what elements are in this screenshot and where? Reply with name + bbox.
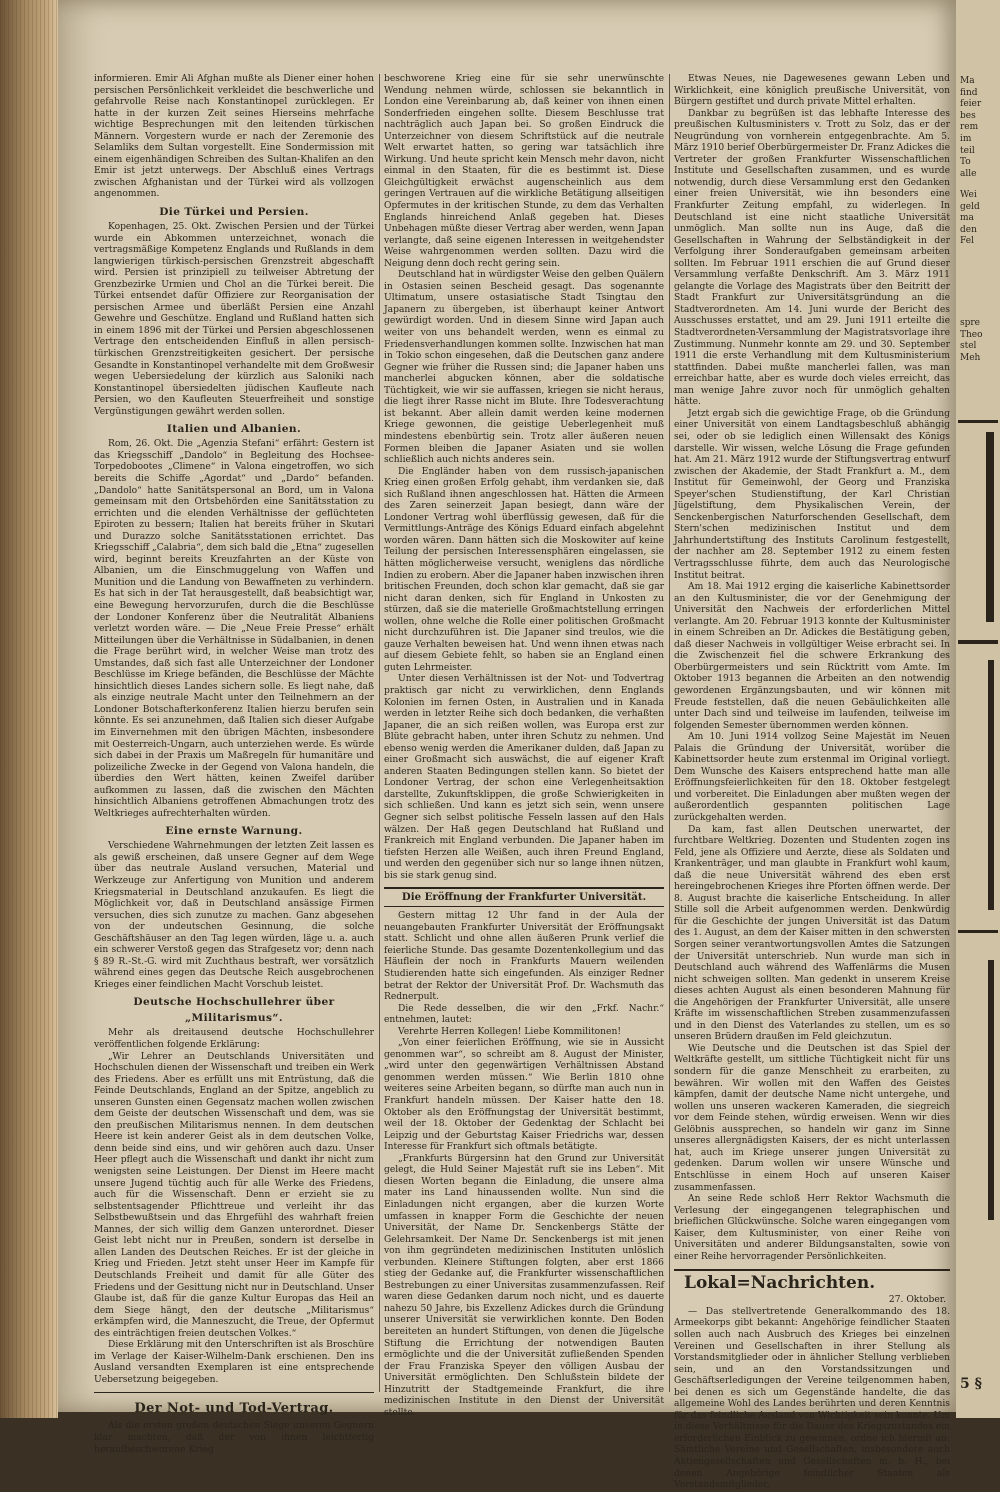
article-hochschul-quote: „Wir Lehrer an Deutschlands Universitäten und Hochschulen dienen der Wissenschaft und treiben ein Werk des Friedens. Aber es erfüllt uns mit Entrüstung, daß die Feinde Deutschlands, England an der Spitze, angeblich zu unseren Gunsten einen Gegensatz machen wollen zwischen dem Geiste der deutschen Wissenschaft und dem, was sie den preußischen Militarismus nennen. In dem deutschen Heere ist kein anderer Geist als in dem deutschen Volke, denn beide sind eins, und wir gehören auch dazu. Unser Heer pflegt auch die Wissenschaft und dankt ihr nicht zum wenigsten seine Leistungen. Der Dienst im Heere macht unsere Jugend tüchtig auch für alle Werke des Friedens, auch für die Wissenschaft. Denn er erzieht sie zu selbstentsagender Pflichttreue und verleiht ihr das Selbstbewußtsein und das Ehrgefühl des wahrhaft freien Mannes, der sich willig dem Ganzen unterordnet. Dieser Geist lebt nicht nur in Preußen, sondern ist derselbe in allen Landen des Deutschen Reiches. Er ist der gleiche in Krieg und Frieden. Jetzt steht unser Heer im Kampfe für Deutschlands Freiheit und damit für alle Güter des Friedens und der Gesittung nicht nur in Deutschland. Unser Glaube ist, daß für die ganze Kultur Europas das Heil an dem Siege hängt, den der deutsche „Militarismus“ erkämpfen wird, die Manneszucht, die Treue, der Opfermut des einträchtigen freien deutschen Volkes.“ [94,1051,374,1339]
article-hochschul-intro: Mehr als dreitausend deutsche Hochschullehrer veröffentlichen folgende Erklärung: [94,1028,374,1051]
article-eroeffnung-speech-2: „Frankfurts Bürgersinn hat den Grund zur Universität gelegt, die Huld Seiner Majestät ruft sie ins Leben“. Mit diesen Worten begann die Einladung, die unsere alma mater ins Land hinaussenden wollte. Nun sind die Einladungen nicht ergangen, aber die kurzen Worte umfassen in knapper Form die Geschichte der neuen Universität, der Name Dr. Senckenbergs Stätte der Gelehrsamkeit. Der Name Dr. Senckenbergs ist mit jenen von ihm gegründeten medizinischen Instituten unlöslich verbunden. Kleinere Stiftungen folgten, aber erst 1866 stieg der Gedanke auf, die Frankfurter wissenschaftlichen Bestrebungen zu einer Universitas zusammenzufassen. Reif waren diese Gedanken darum noch nicht, und es dauerte nahezu 50 Jahre, bis Exzellenz Adickes durch die Gründung unserer Universität sie verwirklichen konnte. Den Boden bereiteten an hundert Stiftungen, von denen die Jügelsche Stiftung die Errichtung der notwendigen Bauten ermöglichte und die der Universität zufließenden Spenden der Frau Franziska Speyer den völligen Ausbau der Universität ermöglichten. Den Schlußstein bildete der Hinzutritt der Stadtgemeinde Frankfurt, die ihre medizinischen Institute in den Dienst der Universität stellte. [384,1153,664,1418]
book-spine-edge [0,0,58,1418]
article-notvertrag-paragraph-2: Deutschland hat in würdigster Weise den gelben Quälern in Ostasien seinen Bescheid gesagt. Das sogenannte Ultimatum, unsere ostasiatische Stadt Tsingtau den Japanern zu übergeben, ist überhaupt keiner Antwort gewürdigt worden. Und in diesem Sinne wird Japan auch weiter von uns behandelt werden, wenn es einmal zu Friedensverhandlungen kommen sollte. Inzwischen hat man in Tokio schon eingesehen, daß die Deutschen ganz andere Gegner wie früher die Russen sind; die Japaner haben uns mancherlei abgucken können, aber die soldatische Tüchtigkeit, wie wir sie auffassen, kriegen sie nicht heraus, die liegt ihrer Rasse nicht im Blute. Ihre Todesverachtung ist bekannt. Aber allein damit werden keine modernen Kriege gewonnen, die geistige Ueberlegenheit muß mindestens ebenbürtig sein. Trotz aller äußeren neuen Formen bleiben die Japaner Asiaten und sie wollen schließlich auch nichts anderes sein. [384,270,664,466]
lokal-article-body: — Das stellvertretende Generalkommando des 18. Armeekorps gibt bekannt: Angehörige feindlicher Staaten sollen auch nach Ausbruch des Krieges bei einzelnen Vereinen und Gesellschaften in ihrer Stellung als Vorstandsmitglieder oder in ähnlicher Stellung verblieben sein, und an den Vorstandssitzungen und Geschäftserledigungen der Vereine teilgenommen haben, bei denen es sich um Gegenstände handelte, die das allgemeine Wohl des Landes berührten und deren Kenntnis für das feindliche Ausland von Wichtigkeit sein konnte. Um in diese Verhältnisse für die Dauer des Kriegszustandes ein erforderlichen Einblick zu gewinnen, ordne ich hiermit an: Sämtliche Vereine und Gesellschaften, insbesondere auch Aktiengesellschaften und Gesellschaften m. b. H., bei denen Angehörige feindlicher Staaten als Vorstandsmitglieder, [674,1306,950,1491]
article-eroeffnung-intro-speech: Die Rede desselben, die wir den „Frkf. Nachr.“ entnehmen, lautet: [384,1003,664,1026]
article-eroeffnung-speech-7: Am 10. Juni 1914 vollzog Seine Majestät im Neuen Palais die Gründung der Universität, worüber die Kabinettsorder heute zum erstenmal im Original vorliegt. Dem Wunsche des Kaisers entsprechend hatte man alle Eröffnungsfeierlichkeiten für den 18. Oktober festgelegt und vorbereitet. Die Einladungen aber mußten wegen der außerordentlich gespannten politischen Lage zurückgehalten werden. [674,732,950,823]
heading-ernste-warnung: Eine ernste Warnung. [165,825,303,838]
article-notvertrag-paragraph-3: Die Engländer haben von dem russisch-japanischen Krieg einen großen Erfolg gehabt, ihm verdanken sie, daß sich Rußland ihnen angeschlossen hat. Hätten die Armeen des Zaren seinerzeit Japan besiegt, dann wäre der Londoner Vertrag wohl überflüssig gewesen, daß für die Vermittlungs-Anträge des Königs Eduard einfach abgelehnt worden wären. Dann hätten sich die Moskowiter auf keine Teilung der persischen Interessensphären eingelassen, sie hätten möglicherweise versucht, weniglens das nördliche Indien zu erobern. Aber die Japaner haben inzwischen ihren britischen Freunden, doch schon klar gemacht, daß sie gar nicht daran denken, sich für England in Unkosten zu stürzen, daß sie die materielle Großmachtstellung erringen wollen, ohne welche die Rolle einer politischen Großmacht nicht durchzuführen ist. Die Japaner sind treulos, wie die gauze Verhalten beweisen hat. Und wenn ihnen etwas nach auf diesem Gebiete fehlt, so haben sie an England einen guten Lehrmeister. [384,466,664,673]
section-divider [94,1392,374,1393]
article-notvertrag-continued: beschworene Krieg eine für sie sehr unerwünschte Wendung nehmen würde, schlossen sie bekanntlich in London eine Vereinbarung ab, daß keiner von ihnen einen Sonderfrieden eingehen sollte. Diesem Beschlusse trat nachträglich auch Japan bei. So großen Eindruck die Unterzeichner von diesem Schriftstück auf die neutrale Welt erwartet hatten, so gering war tatsächlich ihre Wirkung. Und heute spricht kein Mensch mehr davon, nicht einmal in den Staaten, für die es bestimmt ist. Diese Gleichgültigkeit erwächst augenscheinlich aus dem geringen Vertrauen auf die wirkliche Betätigung allseitigen Opfermutes in der kritischen Stunde, zu dem das Verhalten Englands hinreichend Anlaß gegeben hat. Dieses Unbehagen müßte dieser Vertrag aber werden, wenn Japan verlangte, daß seine eigenen Interessen in weitgehendster Weise wahrgenommen werden sollten. Dazu wird die Neigung denn doch recht gering sein. [384,74,664,269]
article-notvertrag-body: Als die ersten großen deutschen Siege unseren Gegnern klar machten, daß der von ihnen leichtfertig heraufbeschworene Krieg [94,1421,374,1455]
article-eroeffnung-speech-3: Etwas Neues, nie Dagewesenes gewann Leben und Wirklichkeit, eine königlich preußische Universität, von Bürgern gestiftet und durch private Mittel erhalten. [674,74,950,108]
lokal-dateline: 27. Oktober. [888,1295,946,1306]
article-eroeffnung-salutation: Verehrte Herren Kollegen! Liebe Kommilitonen! [398,1026,621,1037]
heading-not-tod-vertrag: Der Not- und Tod-Vertrag. [134,1401,334,1417]
column-rule-1 [379,74,380,1392]
article-eroeffnung-speech-9: Wie Deutsche und die Deutschen ist das Spiel der Weltkräfte gestellt, um sittliche Tüchtigkeit nicht für uns sondern für die ganze Menschheit zu erarbeiten, zu bewähren. Wir wollen mit den Waffen des Geistes kämpfen, damit der deutsche Name nicht untergehe, und wollen uns unseren wackeren Kameraden, die siegreich vor dem Feinde stehen, würdig erweisen. Wenn wir dies Gelöbnis aussprechen, so handeln wir ganz im Sinne unseres allergnädigsten Kaisers, der es nicht unterlassen hat, auch im Kriege unserer jungen Universität zu gedenken. Darum wollen wir unsere Wünsche und Entschlüsse in einem Hoch auf unseren Kaiser zusammenfassen. [674,1043,950,1193]
adjacent-page-strip [956,0,1000,1418]
newspaper-page [58,0,956,1491]
article-eroeffnung-speech-6: Am 18. Mai 1912 erging die kaiserliche Kabinettsorder an den Kultusminister, die vor der Genehmigung der Universität den Nachweis der erforderlichen Mittel verlangte. Am 20. Februar 1913 konnte der Kultusminister in einem Schreiben an Dr. Adickes die Bestätigung geben, daß dieser Nachweis in vollgültiger Weise erbracht sei. In die Zwischenzeit fiel die schwere Erkrankung des Oberbürgermeisters und sein Rücktritt vom Amte. Im Oktober 1913 begannen die Arbeiten an den notwendig gewordenen Ergänzungsbauten, und wir können mit Freude feststellen, daß die neuen Gebäulichkeiten alle unter Dach sind und teilweise im laufenden, teilweise im folgenden Semester übernommen werden können. [674,582,950,731]
adjacent-page-rule [958,420,998,423]
adjacent-page-ad-border [986,432,994,622]
article-eroeffnung-speech-1: „Von einer feierlichen Eröffnung, wie sie in Aussicht genommen war“, so schreibt am 8. August der Minister, „wird unter den gegenwärtigen Verhältnissen Abstand genommen werden müssen.“ Wie Berlin 1810 ohne weiteres seine Arbeiten begann, so dürfte man auch nun in Frankfurt handeln müssen. Der Kaiser hatte den 18. Oktober als den Eröffnungstag der Universität bestimmt, weil der 18. Oktober der Gedenktag der Schlacht bei Leipzig und der Geburtstag Kaiser Friedrichs war, dessen Interesse für Frankfurt sich oftmals betätigte. [384,1038,664,1153]
article-intro-paragraph: informieren. Emir Ali Afghan mußte als Diener einer hohen persischen Persönlichkeit verkleidet die beschwerliche und gefahrvolle Reise nach Konstantinopel zurücklegen. Er hatte in der kurzen Zeit seines Hierseins mehrfache wichtige Besprechungen mit den leitenden türkischen Männern. Vorgestern wurde er nach der Zeremonie des Selamliks dem Sultan vorgestellt. Eine Sondermission mit einem eigenhändigen Schreiben des Sultan-Khalifen an den Emir ist jetzt unterwegs. Der Abschluß eines Vertrags zwischen Afghanistan und der Türkei wird als vollzogen angenommen. [94,74,374,200]
heading-hochschullehrer: Deutsche Hochschullehrer über „Militarismus“. [133,996,335,1025]
adjacent-page-text-1: Ma find feier bes rem im teil To alle [960,76,982,179]
column-3 [674,74,950,1491]
column-2 [384,74,664,1418]
heading-tuerkei-persien: Die Türkei und Persien. [159,206,309,219]
adjacent-page-text-3: spre Theo stel Meh [960,318,983,363]
article-eroeffnung-lead: Gestern mittag 12 Uhr fand in der Aula der neuangebauten Frankfurter Universität der Eröffnungsakt statt. Schlicht und ohne allen äußeren Prunk verlief die feierliche Stunde. Das gesamte Dozentenkollegium und das Häuflein der noch in Frankfurts Mauern weilenden Studierenden hatte sich eingefunden. Als einziger Redner betrat der Rektor der Universität Prof. Dr. Wachsmuth das Rednerpult. [384,911,664,1003]
adjacent-page-number: 5 § [960,1376,982,1392]
heading-italien-albanien: Italien und Albanien. [166,423,302,436]
article-eroeffnung-speech-8: Da kam, fast allen Deutschen unerwartet, der furchtbare Weltkrieg. Dozenten und Studenten zogen ins Feld, jene als Offiziere und Aerzte, diese als Soldaten und Krankenträger, und man glaubte in Frankfurt wohl kaum, daß die neue Universität während des eben erst hereingebrochenen Krieges ihre Pforten öffnen werde. Der 8. August brachte die kaiserliche Entscheidung. In aller Stille soll die Arbeit aufgenommen werden. Denkwürdig für die Geschichte der jungen Universität ist das Datum des 1. August, an dem der Kaiser mitten in den schwersten Sorgen seiner verantwortungsvollen Amtes die Satzungen der Universität unterschrieb. Nun wurde man sich in Deutschland auch während des Waffenlärms die Musen nicht schweigen sollten. Man gedenkt in unserem Kreise dieses achten August als einen besonderen Mahnung für die Angehörigen der Frankfurter Universität, alle unsere Kräfte im wissenschaftlichen Streben zusammenzufassen und in den Dienst des Vaterlandes zu stellen, um es so unseren Brüdern draußen im Feld gleichzutun. [674,824,950,1043]
article-eroeffnung-closing: An seine Rede schloß Herr Rektor Wachsmuth die Verlesung der eingegangenen telegraphischen und brieflichen Glückwünsche. Solche waren eingegangen vom Kaiser, dem Kultusminister, von einer Reihe von Universitäten und anderer Bildungsanstalten, sowie von einer Reihe hervorragender Persönlichkeiten. [674,1194,950,1262]
article-warnung-body: Verschiedene Wahrnehmungen der letzten Zeit lassen es als gewiß erscheinen, daß unsere Gegner auf dem Wege über das neutrale Ausland versuchen, Material und Werkzeuge zur Anfertigung von Munition und anderem Kriegsmaterial in Deutschland anzukaufen. Es liegt die Möglichkeit vor, daß in Deutschland ansässige Firmen versuchen, dies sich zunutze zu machen. Ganz abgesehen von der undeutschen Gesinnung, die solche Geschäftshäuser an den Tag legen würden, läge u. a. auch ein schwerer Verstoß gegen das Strafgesetz vor; denn nach § 89 R.-St.-G. wird mit Zuchthaus bestraft, wer vorsätzlich während eines gegen das Deutsche Reich ausgebrochenen Krieges einer feindlichen Macht Vorschub leistet. [94,841,374,990]
heading-eroeffnung-universitaet: Die Eröffnung der Frankfurter Universität. [384,887,664,907]
article-notvertrag-paragraph-4: Unter diesen Verhältnissen ist der Not- und Todvertrag praktisch gar nicht zu verwirklichen, denn Englands Kolonien im fernen Osten, in Australien und in Kanada werden in letzter Reihe sich doch bedanken, die verhaßten Japaner, die an sich reißen wollen, was Europa erst zur Blüte gebracht haben, unter ihren Schutz zu nehmen. Und ebenso wenig werden die Amerikaner dulden, daß Japan zu einer Großmacht sich auswächst, die auf eigener Kraft anderen Staaten Bedingungen stellen kann. So bietet der Londoner Vertrag, der schon eine Verlegenheitsaktion darstellte, Zukunftsklippen, die große Schwierigkeiten in sich schließen. Und kann es jetzt sich sein, wenn unsere Gegner sich selbst politische Fesseln lassen auf den Hals wälzen. Der Haß gegen Deutschland hat Rußland und Frankreich mit England verbunden. Die Japaner haben im tiefsten Herzen alle Weißen, auch ihren Freund England, und werden den gegenüber sich nur so lange ihnen nützen, bis sie stark genug sind. [384,674,664,881]
adjacent-page-rule [958,930,998,933]
article-eroeffnung-speech-5: Jetzt ergab sich die gewichtige Frage, ob die Gründung einer Universität von einem Landtagsbeschluß abhängig sei, oder ob sie lediglich einen Willensakt des Königs darstelle. Wir wissen, welche Lösung die Frage gefunden hat. Am 21. März 1912 wurde der Stiftungsvertrag entwurf zwischen der Akademie, der Stadt Frankfurt a. M., dem Institut für Gemeinwohl, der Georg und Franziska Speyer'schen Studienstiftung, der Karl Christian Jügelstiftung, dem Physikalischen Verein, der Senckenbergischen Naturforschenden Gesellschaft, dem Stern'schen medizinischen Institut und dem Jahrhundertstiftung des Instituts Carolinum festgestellt, der nachher am 28. September 1912 zu einem festen Vertragsschlusse führte, dem auch das Neurologische Institut beitrat. [674,408,950,581]
article-persien-body: Kopenhagen, 25. Okt. Zwischen Persien und der Türkei wurde ein Abkommen unterzeichnet, wonach die vertragsmäßige Kompetenz Englands und Rußlands in dem langwierigen türkisch-persischen Grenzstreit abgeschafft wird. Persien ist prinzipiell zu teilweiser Abtretung der Grenzbezirke Urmien und Chol an die Türkei bereit. Die Türkei entsendet dafür Offiziere zur Reorganisation der persischen Armee und überläßt Persien eine Anzahl Gewehre und Geschütze. England und Rußland hatten sich in einem 1896 mit der Türkei und Persien abgeschlossenen Vertrage den entscheidenden Einfluß in allen persisch-türkischen Grenzstreitigkeiten gesichert. Der persische Gesandte in Konstantinopel verhandelte mit dem Großwesir wegen Uebersiedelung der kürzlich aus Saloniki nach Konstantinopel übersiedelten jüdischen Kaufleute nach Persien, wo den Kaufleuten Steuerfreiheit und sonstige Vergünstigungen gewährt werden sollen. [94,222,374,417]
adjacent-page-ad-border [988,660,994,910]
heading-lokal-nachrichten: Lokal=Nachrichten. [674,1269,950,1295]
adjacent-page-rule [958,640,998,644]
column-1 [94,74,374,1455]
column-rule-2 [669,74,670,1392]
article-eroeffnung-speech-4: Dankbar zu begrüßen ist das lebhafte Interesse des preußischen Kultusministers v. Trott zu Solz, das er der Neugründung von vornherein entgegenbrachte. Am 5. März 1910 berief Oberbürgermeister Dr. Franz Adickes die Vertreter der großen Frankfurter Wissenschaftlichen Institute und Gesellschaften zusammen, und es wurde notwendig, durch diese Versammlung erst den Gedanken einer freien Universität, wie ihn besonders eine Frankfurter Zeitung empfahl, zu widerlegen. In Deutschland ist eine nicht staatliche Universität unmöglich. Man sollte nun ins Auge, daß die Gesellschaften in Wahrung der Selbständigkeit in der Verfolgung ihrer Sonderaufgaben gemeinsam arbeiten sollten. Im Februar 1911 erschien die auf Grund dieser Versammlung verfaßte Denkschrift. Am 3. März 1911 gelangte die Vorlage des Magistrats über den Beitritt der Stadt Frankfurt zur Universitätsgründung an die Stadtverordneten. Am 14. Juni wurde der Bericht des Ausschusses erstattet, und am 29. Juni 1911 erteilte die Stadtverordneten-Versammlung der Magistratsvorlage ihre Zustimmung. Nunmehr konnte am 29. und 30. September 1911 die erste Verhandlung mit dem Kultusministerium stattfinden. Dabei mußte mancherlei fallen, was man erreichbar hatte, aber es wurde doch vieles erreicht, das man wenige Jahre zuvor noch für unmöglich gehalten hätte. [674,108,950,408]
article-albanien-body: Rom, 26. Okt. Die „Agenzia Stefani“ erfährt: Gestern ist das Kriegsschiff „Dandolo“ in Begleitung des Hochsee-Torpedobootes „Climene“ in Valona eingetroffen, wo sich bereits die Schiffe „Agordat“ und „Dardo“ befanden. „Dandolo“ hatte Sanitätspersonal an Bord, um in Valona gemeinsam mit den Ortsbehörden eine Sanitätsstation zu errichten und die elenden Verhältnisse der geflüchteten Epiroten zu bessern; Italien hat bereits früher in Skutari und Durazzo solche Sanitätsstationen errichtet. Das Kriegsschiff „Calabria“, dem sich bald die „Etna“ zugesellen wird, beginnt bereits Kreuzfahrten an der Küste von Albanien, um die Einschmuggelung von Waffen und Munition und die Landung von Bewaffneten zu verhindern. Es hat sich in der Tat herausgestellt, daß beabsichtigt war, eine Bewegung hervorzurufen, durch die die Beschlüsse der Londoner Konferenz über die Neutralität Albaniens verletzt worden wäre. — Die „Neue Freie Presse“ erhält Mitteilungen über die Verhältnisse in Südalbanien, in denen die Frage berührt wird, in welcher Weise man trotz des Umstandes, daß sich fast alle Unterzeichner der Londoner Beschlüsse im Kriege befänden, die Beschlüsse der Mächte hinsichtlich dieses Landes sichern solle. Es liegt nahe, daß als einzige neutrale Macht unter den Teilnehmern an der Londoner Botschafterkonferenz Italien hierzu berufen sein könnte. Es sei anzunehmen, daß Italien sich dieser Aufgabe im Einvernehmen mit den übrigen Mächten, insbesondere mit Oesterreich-Ungarn, auch unterziehen werde. Es würde sich dabei in der Praxis um Maßregeln für humanitäre und polizeiliche Zwecke in der Gegend von Valona handeln, die überdies den Wert hätten, keinen Zweifel darüber aufkommen zu lassen, daß die zwischen den Mächten hinsichtlich Albaniens getroffenen Abmachungen trotz des Weltkrieges aufrechterhalten würden. [94,439,374,819]
adjacent-page-ad-border [988,960,994,1220]
article-hochschul-closing: Diese Erklärung mit den Unterschriften ist als Broschüre im Verlage der Kaiser-Wilhelm-Dank erschienen. Den ins Ausland versandten Exemplaren ist eine entsprechende Uebersetzung beigegeben. [94,1340,374,1385]
adjacent-page-text-2: Wei geld ma den Fel [960,190,980,247]
